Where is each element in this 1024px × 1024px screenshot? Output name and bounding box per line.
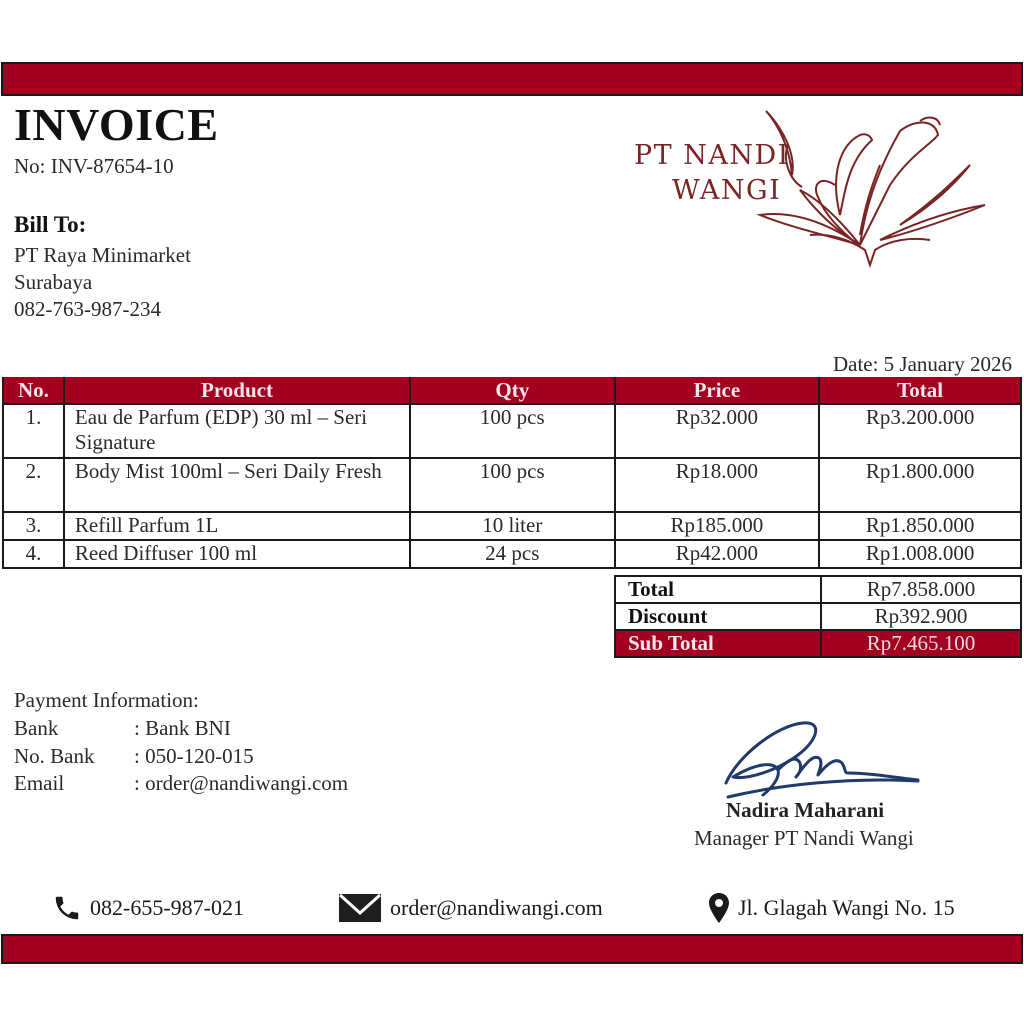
bill-to-phone: 082-763-987-234 [14,297,161,321]
col-header-qty: Qty [410,377,614,404]
header-accent-bar [1,62,1023,96]
page-title: INVOICE [14,99,219,150]
cell-product: Eau de Parfum (EDP) 30 ml – Seri Signature [64,404,410,458]
cell-product: Body Mist 100ml – Seri Daily Fresh [64,458,410,512]
cell-qty: 100 pcs [410,458,614,512]
bill-to-city: Surabaya [14,270,93,294]
cell-qty: 10 liter [410,512,614,540]
envelope-icon [338,893,382,923]
cell-price: Rp185.000 [615,512,820,540]
items-table [2,377,1022,569]
footer-phone-text: 082-655-987-021 [90,895,244,920]
flower-icon [740,105,990,270]
signatory-name: Nadira Maharani [726,798,885,822]
payment-value: : 050-120-015 [134,744,254,768]
cell-price: Rp32.000 [615,404,820,458]
table-row [3,512,1021,540]
signatory-role: Manager PT Nandi Wangi [694,826,914,850]
col-header-price: Price [615,377,820,404]
summary-discount-row [615,603,1021,630]
payment-row-account [14,744,254,769]
company-logo [630,105,990,275]
cell-qty: 24 pcs [410,540,614,568]
cell-price: Rp18.000 [615,458,820,512]
summary-discount-label: Discount [615,603,821,630]
footer-phone [52,893,244,923]
cell-no: 4. [3,540,64,568]
footer-address [708,893,955,923]
cell-total: Rp1.008.000 [819,540,1021,568]
summary-subtotal-label: Sub Total [615,630,821,657]
payment-heading: Payment Information: [14,688,199,712]
col-header-product: Product [64,377,410,404]
payment-key: No. Bank [14,744,95,768]
logo-line2: WANGI [672,175,782,206]
summary-table [614,575,1022,658]
cell-price: Rp42.000 [615,540,820,568]
cell-no: 3. [3,512,64,540]
summary-discount-value: Rp392.900 [821,603,1021,630]
payment-value: : Bank BNI [134,716,231,740]
summary-total-value: Rp7.858.000 [821,576,1021,603]
payment-row-bank [14,716,231,741]
cell-no: 1. [3,404,64,458]
cell-total: Rp3.200.000 [819,404,1021,458]
footer-email [338,893,603,923]
bill-to-company: PT Raya Minimarket [14,243,191,267]
phone-icon [52,893,82,923]
table-header-row [3,377,1021,404]
footer-email-text: order@nandiwangi.com [390,895,603,920]
map-pin-icon [708,893,730,923]
summary-subtotal-value: Rp7.465.100 [821,630,1021,657]
summary-subtotal-row [615,630,1021,657]
bill-to-heading: Bill To: [14,212,87,237]
payment-key: Bank [14,716,59,740]
col-header-no: No. [3,377,64,404]
logo-line1: PT NANDI [634,140,790,171]
cell-product: Refill Parfum 1L [64,512,410,540]
cell-qty: 100 pcs [410,404,614,458]
table-row [3,540,1021,568]
table-row [3,458,1021,512]
footer-accent-bar [1,934,1023,964]
payment-key: Email [14,771,65,795]
payment-value: : order@nandiwangi.com [134,771,349,795]
summary-total-label: Total [615,576,821,603]
footer-address-text: Jl. Glagah Wangi No. 15 [738,895,955,920]
cell-product: Reed Diffuser 100 ml [64,540,410,568]
summary-total-row [615,576,1021,603]
col-header-total: Total [819,377,1021,404]
invoice-date: Date: 5 January 2026 [832,352,1012,376]
table-row [3,404,1021,458]
cell-total: Rp1.850.000 [819,512,1021,540]
cell-no: 2. [3,458,64,512]
cell-total: Rp1.800.000 [819,458,1021,512]
invoice-number: No: INV-87654-10 [14,154,174,178]
payment-row-email [14,771,348,796]
